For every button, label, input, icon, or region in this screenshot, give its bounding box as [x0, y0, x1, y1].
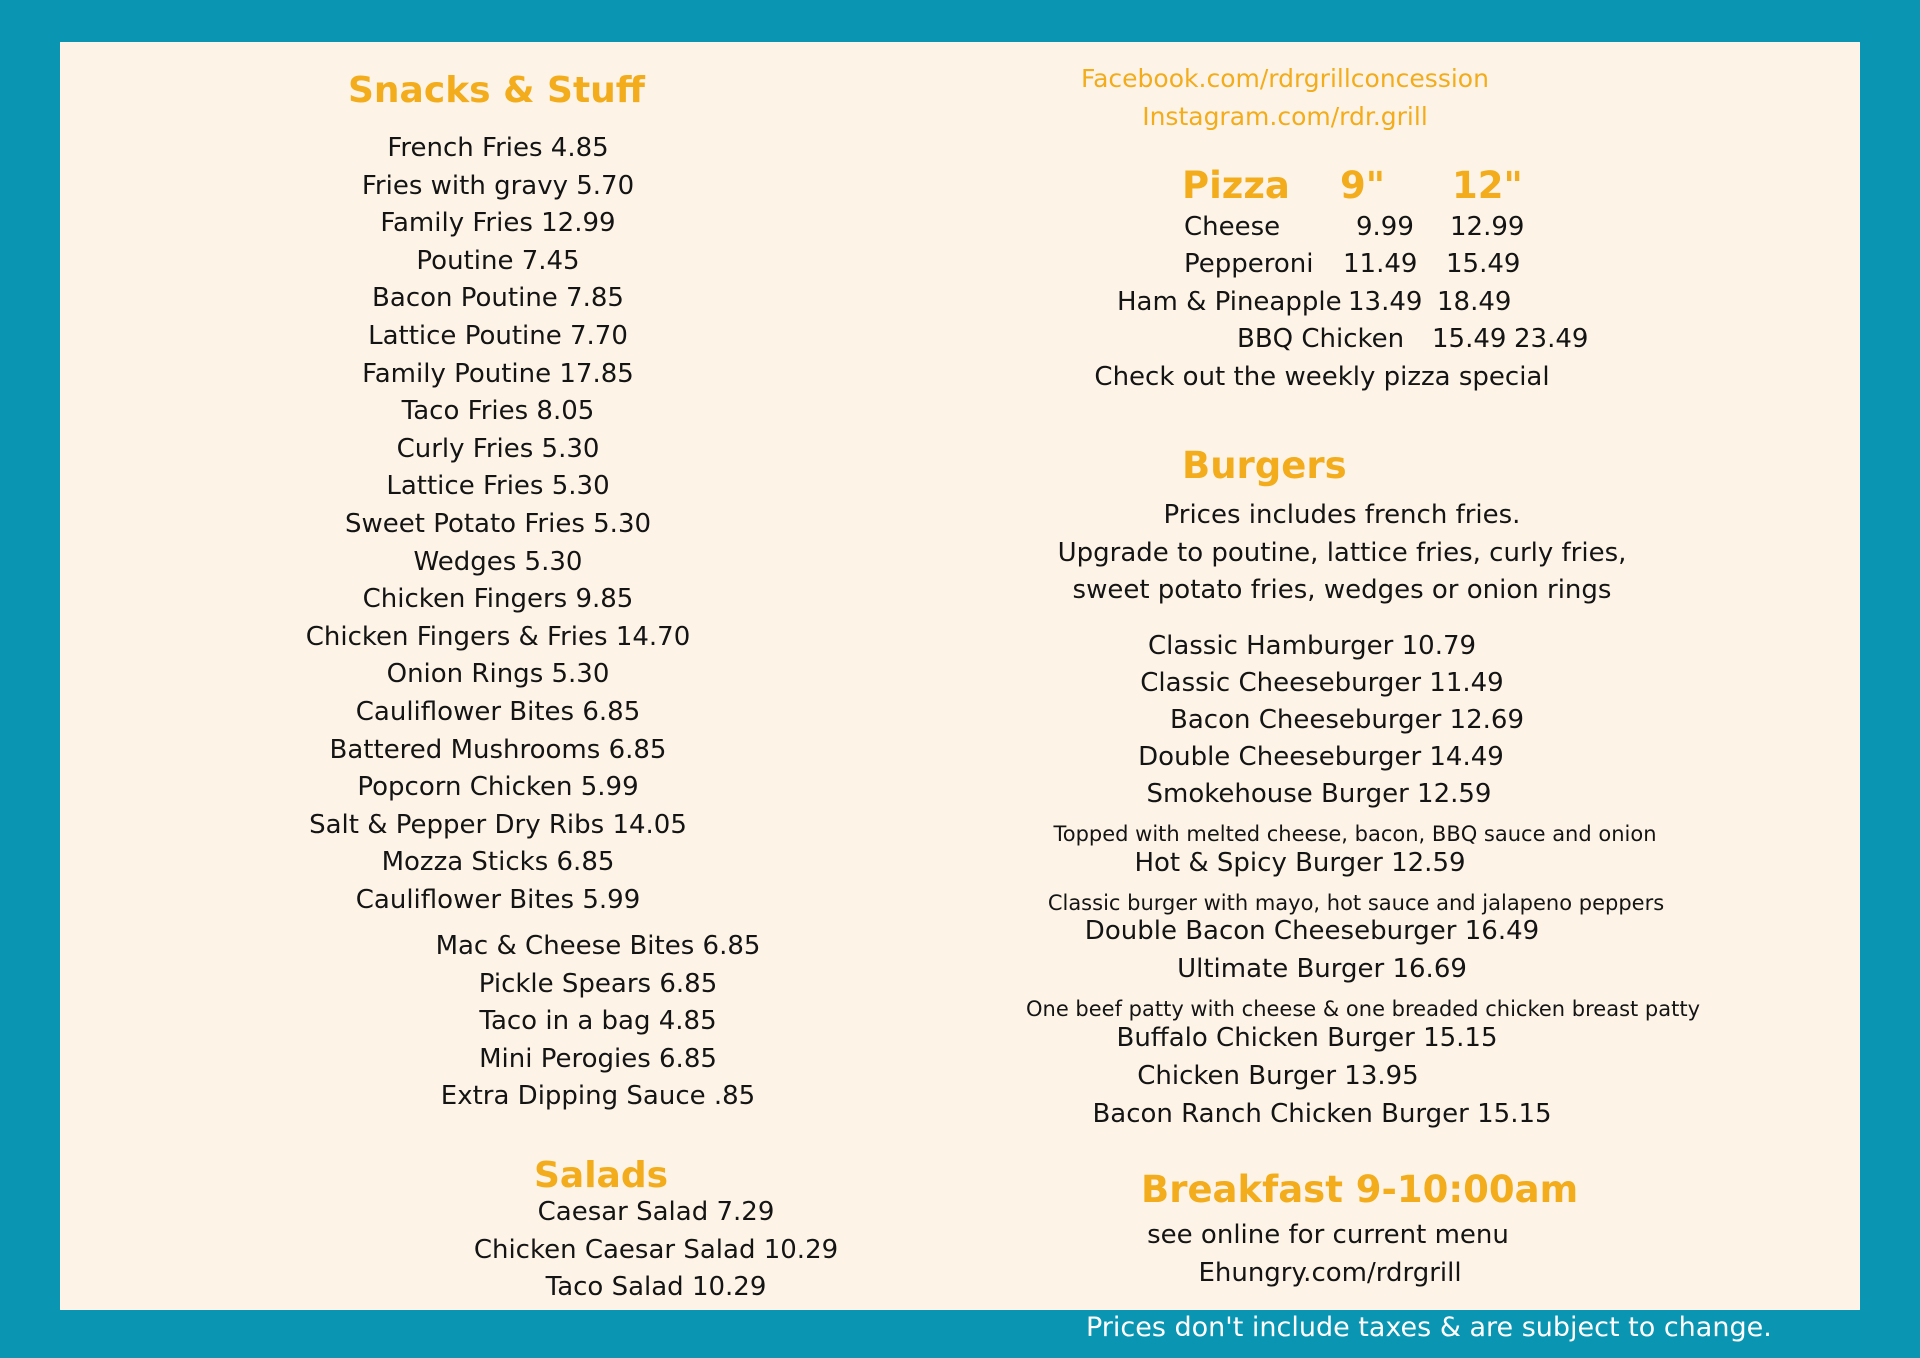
menu-item: Pickle Spears 6.85: [478, 968, 718, 999]
pizza-name: Cheese: [1184, 212, 1281, 242]
breakfast-line-1: see online for current menu: [1147, 1220, 1509, 1250]
menu-item: Chicken Caesar Salad 10.29: [473, 1234, 839, 1265]
menu-item: Mini Perogies 6.85: [479, 1043, 717, 1074]
pizza-small-price: 13.49: [1348, 287, 1423, 317]
burger-description: Classic burger with mayo, hot sauce and jalapeno peppers: [1047, 891, 1665, 915]
pizza-large-price: 18.49: [1437, 287, 1512, 317]
pizza-large-price: 12.99: [1450, 212, 1525, 242]
menu-item: Taco Fries 8.05: [401, 396, 595, 427]
menu-item: Battered Mushrooms 6.85: [329, 734, 667, 765]
menu-item: Wedges 5.30: [413, 546, 583, 577]
menu-item: Hot & Spicy Burger 12.59: [1134, 848, 1466, 878]
pizza-name: Pepperoni: [1184, 249, 1314, 279]
pizza-heading: Pizza: [1182, 164, 1290, 207]
pizza-large-price: 23.49: [1514, 324, 1589, 354]
menu-item: Double Bacon Cheeseburger 16.49: [1084, 916, 1540, 946]
menu-item: Salt & Pepper Dry Ribs 14.05: [309, 809, 687, 840]
breakfast-heading: Breakfast 9-10:00am: [1141, 1168, 1579, 1211]
menu-item: Fries with gravy 5.70: [361, 170, 635, 201]
snacks-heading: Snacks & Stuff: [348, 70, 645, 111]
menu-item: Cauliflower Bites 5.99: [355, 885, 641, 915]
menu-item: Taco Salad 10.29: [545, 1272, 767, 1303]
burgers-intro-line: Prices includes french fries.: [1163, 500, 1521, 530]
pizza-small-price: 9.99: [1356, 212, 1414, 242]
menu-item: Bacon Ranch Chicken Burger 15.15: [1092, 1099, 1552, 1129]
facebook-link[interactable]: Facebook.com/rdrgrillconcession: [1081, 64, 1489, 93]
price-disclaimer: Prices don't include taxes & are subject to change.: [1086, 1312, 1772, 1343]
menu-item: Mozza Sticks 6.85: [381, 847, 615, 878]
menu-item: Sweet Potato Fries 5.30: [344, 509, 652, 539]
salads-heading: Salads: [534, 1155, 669, 1196]
menu-item: Lattice Fries 5.30: [386, 471, 610, 502]
menu-item: Popcorn Chicken 5.99: [357, 772, 639, 803]
menu-item: Cauliflower Bites 6.85: [355, 697, 641, 727]
menu-item: Taco in a bag 4.85: [479, 1006, 717, 1037]
burger-description: Topped with melted cheese, bacon, BBQ sauce and onion: [1053, 822, 1657, 846]
menu-item: Lattice Poutine 7.70: [368, 321, 628, 351]
menu-item: Chicken Burger 13.95: [1137, 1061, 1419, 1091]
burgers-heading: Burgers: [1182, 444, 1347, 487]
instagram-link[interactable]: Instagram.com/rdr.grill: [1142, 102, 1428, 131]
menu-item: Caesar Salad 7.29: [537, 1197, 775, 1227]
pizza-name: BBQ Chicken: [1237, 324, 1405, 354]
pizza-small-price: 15.49: [1432, 324, 1507, 354]
menu-item: Family Poutine 17.85: [362, 358, 634, 389]
menu-item: Classic Hamburger 10.79: [1147, 631, 1477, 661]
pizza-special: Check out the weekly pizza special: [1094, 362, 1550, 392]
burger-description: One beef patty with cheese & one breaded chicken breast patty: [1025, 997, 1701, 1021]
menu-item: Mac & Cheese Bites 6.85: [435, 931, 761, 961]
menu-item: Buffalo Chicken Burger 15.15: [1116, 1023, 1498, 1053]
menu-item: Ultimate Burger 16.69: [1177, 954, 1467, 984]
menu-item: Classic Cheeseburger 11.49: [1140, 668, 1504, 698]
menu-item: Poutine 7.45: [416, 245, 580, 276]
menu-item: Bacon Poutine 7.85: [372, 283, 624, 314]
menu-item: Extra Dipping Sauce .85: [440, 1081, 756, 1112]
menu-item: Family Fries 12.99: [380, 208, 616, 239]
menu-item: Curly Fries 5.30: [396, 433, 600, 464]
menu-item: Smokehouse Burger 12.59: [1146, 779, 1492, 809]
menu-item: Bacon Cheeseburger 12.69: [1170, 705, 1524, 735]
menu-item: Double Cheeseburger 14.49: [1138, 742, 1504, 772]
pizza-name: Ham & Pineapple: [1117, 287, 1342, 317]
burgers-intro-line: Upgrade to poutine, lattice fries, curly fries,: [1057, 537, 1627, 568]
pizza-large-price: 15.49: [1446, 249, 1521, 279]
pizza-small-price: 11.49: [1343, 249, 1418, 279]
breakfast-link[interactable]: Ehungry.com/rdrgrill: [1198, 1258, 1462, 1288]
burgers-intro-line: sweet potato fries, wedges or onion rings: [1072, 575, 1612, 606]
menu-item: French Fries 4.85: [387, 133, 609, 163]
pizza-size-large: 12": [1452, 164, 1523, 207]
menu-item: Chicken Fingers & Fries 14.70: [305, 621, 691, 652]
menu-item: Chicken Fingers 9.85: [362, 584, 634, 615]
pizza-size-small: 9": [1340, 164, 1386, 207]
menu-item: Onion Rings 5.30: [386, 659, 610, 690]
